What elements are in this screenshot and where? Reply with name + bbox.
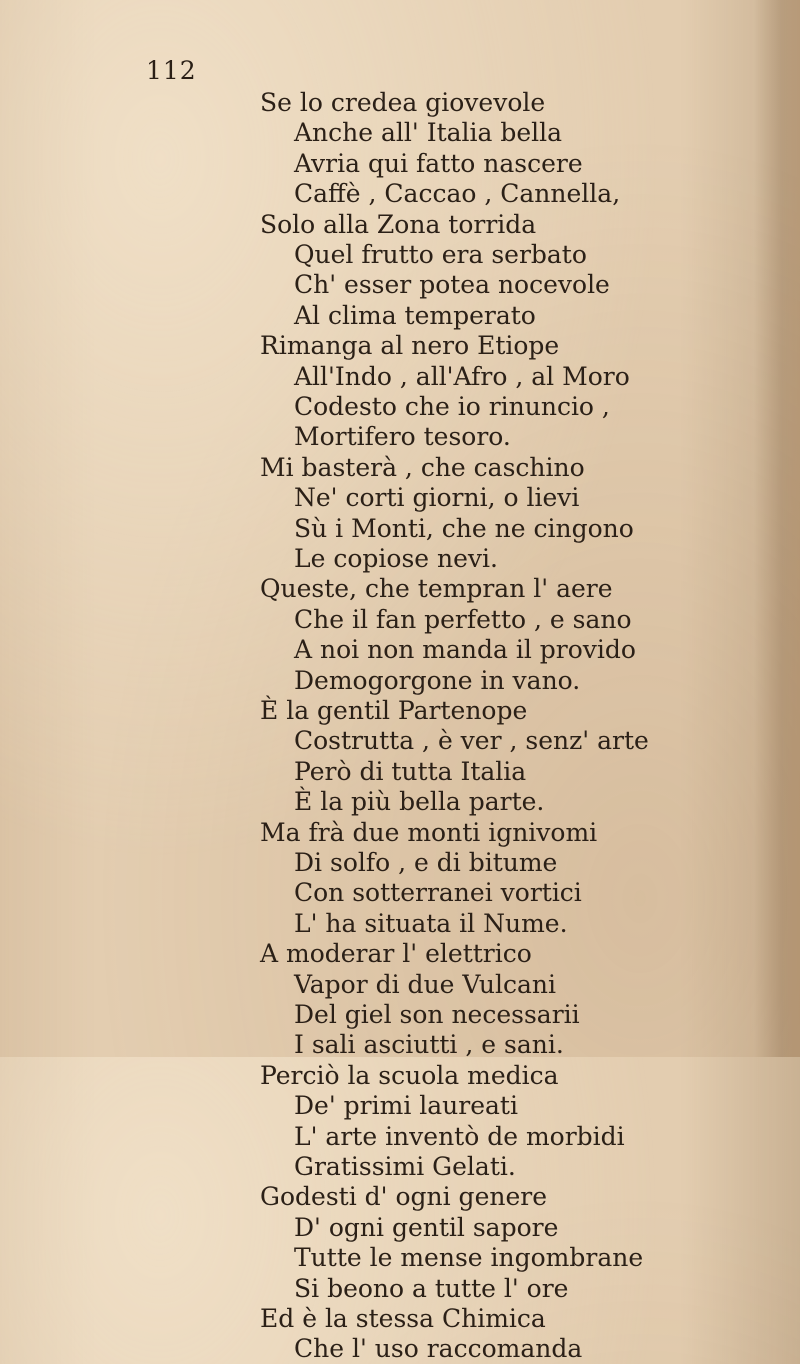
verse-line: L' arte inventò de morbidi <box>294 1121 625 1151</box>
page-edge-shadow <box>754 0 800 1057</box>
verse-line: Costrutta , è ver , senz' arte <box>294 726 649 756</box>
verse-line: D' ogni gentil sapore <box>294 1212 559 1242</box>
verse-line: A noi non manda il provido <box>294 635 636 665</box>
page-number: 112 <box>146 56 197 85</box>
verse-line: Con sotterranei vortici <box>294 878 582 908</box>
verse-line: L' ha situata il Nume. <box>294 908 568 938</box>
verse-line: Quel frutto era serbato <box>294 240 587 269</box>
verse-line: Caffè , Caccao , Cannella, <box>294 179 621 209</box>
stanza-first-line: Ma frà due monti ignivomi <box>260 817 598 847</box>
verse-line: Del giel son necessarii <box>294 1000 580 1029</box>
verse-line: Ne' corti giorni, o lievi <box>294 483 580 513</box>
verse-line: I sali asciutti , e sani. <box>294 1030 564 1060</box>
verse-line: Anche all' Italia bella <box>294 118 563 148</box>
stanza-first-line: È la gentil Partenope <box>260 696 528 725</box>
stanza-first-line: Mi basterà , che caschino <box>260 452 585 482</box>
stanza-first-line: Perciò la scuola medica <box>260 1060 559 1090</box>
verse-line: È la più bella parte. <box>294 787 545 817</box>
verse-line: Però di tutta Italia <box>294 756 527 786</box>
verse-line: Tutte le mense ingombrane <box>294 1243 644 1273</box>
verse-line: Che l' uso raccomanda <box>294 1334 583 1364</box>
verse-line: Avria qui fatto nascere <box>294 148 583 178</box>
stanza-first-line: Solo alla Zona torrida <box>260 209 537 239</box>
stanza-first-line: A moderar l' elettrico <box>260 939 532 969</box>
verse-line: Ch' esser potea nocevole <box>294 270 610 300</box>
verse-line: Vapor di due Vulcani <box>294 969 556 999</box>
verse-line: Codesto che io rinuncio , <box>294 392 610 421</box>
stanza-first-line: Queste, che tempran l' aere <box>260 574 613 604</box>
verse-line: Le copiose nevi. <box>294 544 498 573</box>
stanza-first-line: Godesti d' ogni genere <box>260 1182 547 1212</box>
verse-line: Al clima temperato <box>294 300 536 330</box>
verse-line: Che il fan perfetto , e sano <box>294 604 632 634</box>
verse-line: De' primi laureati <box>294 1091 518 1121</box>
verse-line: Sù i Monti, che ne cingono <box>294 513 634 543</box>
verse-line: Gratissimi Gelati. <box>294 1152 516 1181</box>
stanza-first-line: Se lo credea giovevole <box>260 88 546 117</box>
verse-line: Si beono a tutte l' ore <box>294 1273 569 1303</box>
verse-line: Demogorgone in vano. <box>294 665 581 695</box>
verse-line: Di solfo , e di bitume <box>294 848 558 877</box>
stanza-first-line: Rimanga al nero Etiope <box>260 331 560 361</box>
verse-line: Mortifero tesoro. <box>294 422 511 452</box>
stanza-first-line: Ed è la stessa Chimica <box>260 1304 546 1333</box>
verse-line: All'Indo , all'Afro , al Moro <box>294 361 630 391</box>
